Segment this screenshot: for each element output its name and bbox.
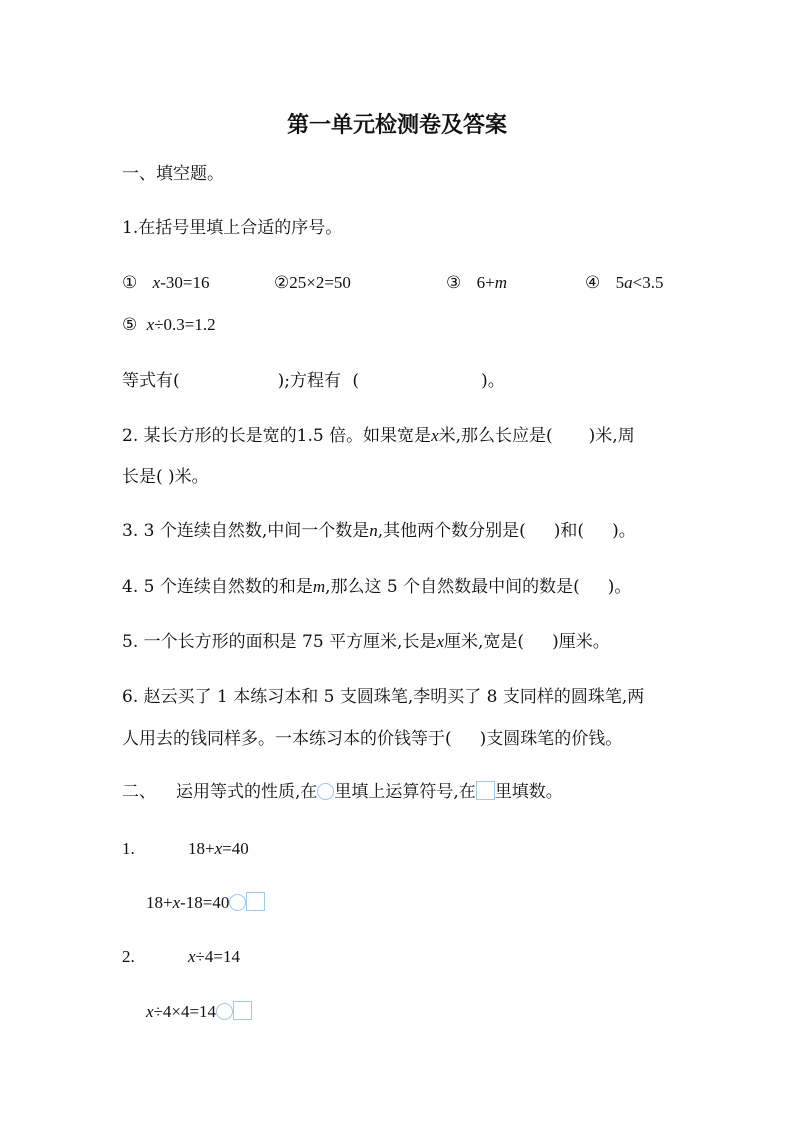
item-number: ① xyxy=(122,273,138,293)
variable: x xyxy=(436,632,445,651)
operator-blank-circle-icon[interactable] xyxy=(216,1003,233,1020)
paren-close: )。 xyxy=(481,371,505,391)
variable: x xyxy=(146,315,155,334)
variable: n xyxy=(369,521,378,540)
variable: x xyxy=(188,947,196,966)
formulas-label: );方程有 xyxy=(277,371,342,391)
problem-2-number: 2. xyxy=(122,947,135,966)
variable: x xyxy=(431,426,439,445)
variable: x xyxy=(146,1002,154,1021)
expression: -30=16 xyxy=(160,273,210,292)
number-blank-square-icon[interactable] xyxy=(233,1001,252,1020)
expression: ÷0.3=1.2 xyxy=(154,315,216,334)
q1-item-4 xyxy=(585,272,664,294)
q2-line2: 长是( )米。 xyxy=(122,467,209,487)
item-number: ④ xyxy=(585,273,601,293)
q5: 5. 一个长方形的面积是 75 平方厘米,长是x厘米,宽是( )厘米。 xyxy=(122,632,610,652)
expression: 6+ xyxy=(476,273,495,292)
q1-item-1 xyxy=(122,272,209,294)
section2-heading: 二、 运用等式的性质,在 里填上运算符号,在 里填数。 xyxy=(122,782,563,802)
q2-line1: 2. 某长方形的长是宽的1.5 倍。如果宽是x米,那么长应是( )米,周 xyxy=(122,426,635,446)
item-number: ② xyxy=(274,273,290,292)
paren-open: ( xyxy=(352,371,360,391)
problem-1-number: 1. xyxy=(122,839,135,858)
problem-2-work: x÷4×4=14 xyxy=(146,1001,252,1023)
expression: 25×2=50 xyxy=(289,273,351,292)
variable: x xyxy=(152,273,161,292)
section1-heading: 一、填空题。 xyxy=(122,164,224,184)
q6-line1: 6. 赵云买了 1 本练习本和 5 支圆珠笔,李明买了 8 支同样的圆珠笔,两 xyxy=(122,687,645,707)
q1-item-2 xyxy=(274,272,351,294)
item-number: ③ xyxy=(446,273,462,293)
equations-label: 等式有( xyxy=(122,371,180,391)
variable: x xyxy=(172,893,181,912)
expression: 5 xyxy=(615,273,625,292)
blank-square-icon xyxy=(476,781,495,800)
variable: m xyxy=(312,577,326,596)
q6-line2: 人用去的钱同样多。一本练习本的价钱等于( )支圆珠笔的价钱。 xyxy=(122,729,623,749)
page-title: 第一单元检测卷及答案 xyxy=(286,113,507,138)
variable: m xyxy=(494,273,508,292)
q1-answer-line xyxy=(122,370,505,392)
operator-blank-circle-icon[interactable] xyxy=(229,894,246,911)
q3: 3. 3 个连续自然数,中间一个数是n,其他两个数分别是( )和( )。 xyxy=(122,521,636,541)
item-number: ⑤ xyxy=(122,315,138,335)
problem-1-work: 18+x-18=40 xyxy=(146,892,265,914)
problem-2-equation: x÷4=14 xyxy=(188,947,240,966)
expression: <3.5 xyxy=(632,273,664,292)
variable: a xyxy=(624,273,633,292)
blank-circle-icon xyxy=(317,783,334,800)
q1-stem: 1.在括号里填上合适的序号。 xyxy=(122,218,343,238)
number-blank-square-icon[interactable] xyxy=(246,892,265,911)
q4: 4. 5 个连续自然数的和是m,那么这 5 个自然数最中间的数是( )。 xyxy=(122,577,632,597)
q1-item-3 xyxy=(446,272,507,294)
variable: x xyxy=(214,839,223,858)
problem-1-equation: 18+x=40 xyxy=(188,839,249,858)
q1-item-5 xyxy=(122,314,216,336)
